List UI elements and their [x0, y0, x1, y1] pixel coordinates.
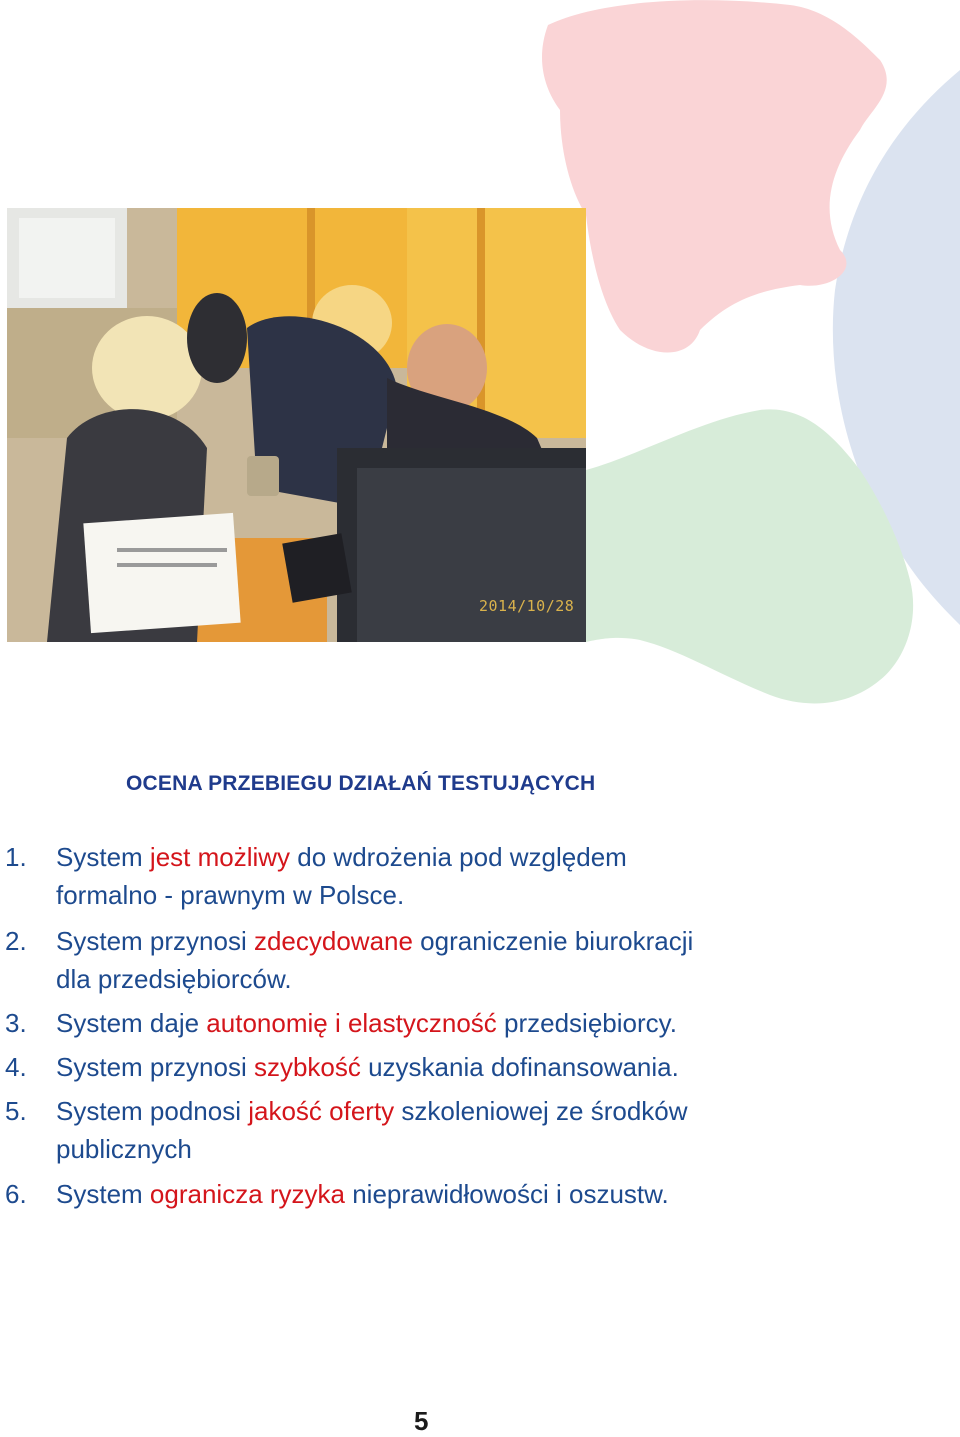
- list-item-text: ograniczenie biurokracji: [412, 926, 694, 956]
- list-item-line: [56, 922, 693, 960]
- list-item-text: publicznych: [56, 1134, 192, 1164]
- list-item-text: System daje: [56, 1008, 207, 1038]
- list-item-text: System: [56, 1179, 150, 1209]
- list-item-number: 3.: [5, 1008, 27, 1038]
- list-item-text: System: [56, 842, 150, 872]
- list-item-line: [56, 960, 292, 998]
- list-item-number: 2.: [5, 926, 27, 956]
- list-item-line: [56, 1004, 677, 1042]
- section-heading: OCENA PRZEBIEGU DZIAŁAŃ TESTUJĄCYCH: [126, 772, 596, 795]
- highlighted-phrase: jest możliwy: [149, 842, 291, 872]
- highlighted-phrase: ogranicza ryzyka: [149, 1179, 345, 1209]
- list-item-text: dla przedsiębiorców.: [56, 964, 292, 994]
- list-item-text: nieprawidłowości i oszustw.: [345, 1179, 669, 1209]
- list-item-number: 6.: [5, 1179, 27, 1209]
- photo-date-stamp: 2014/10/28: [479, 597, 575, 615]
- list-item-line: [56, 1130, 192, 1168]
- list-item-number: 1.: [5, 842, 27, 872]
- list-item-line: [56, 876, 404, 914]
- list-item-number: 5.: [5, 1096, 27, 1126]
- list-item-text: System podnosi: [56, 1096, 249, 1126]
- highlighted-phrase: jakość oferty: [248, 1096, 395, 1126]
- list-item-text: formalno - prawnym w Polsce.: [56, 880, 405, 910]
- list-item-text: System przynosi: [56, 1052, 254, 1082]
- highlighted-phrase: autonomię i elastyczność: [206, 1008, 497, 1038]
- list-item-line: [56, 838, 627, 876]
- list-item-text: uzyskania dofinansowania.: [360, 1052, 679, 1082]
- highlighted-phrase: zdecydowane: [253, 926, 413, 956]
- list-item-number: 4.: [5, 1052, 27, 1082]
- list-item-text: System przynosi: [56, 926, 254, 956]
- list-item-line: [56, 1048, 679, 1086]
- list-item-text: do wdrożenia pod względem: [290, 842, 627, 872]
- highlighted-phrase: szybkość: [253, 1052, 361, 1082]
- list-item-line: [56, 1175, 669, 1213]
- page-number: 5: [414, 1406, 429, 1436]
- list-item-text: przedsiębiorcy.: [496, 1008, 677, 1038]
- list-item-text: szkoleniowej ze środków: [394, 1096, 688, 1126]
- list-item-line: [56, 1092, 688, 1130]
